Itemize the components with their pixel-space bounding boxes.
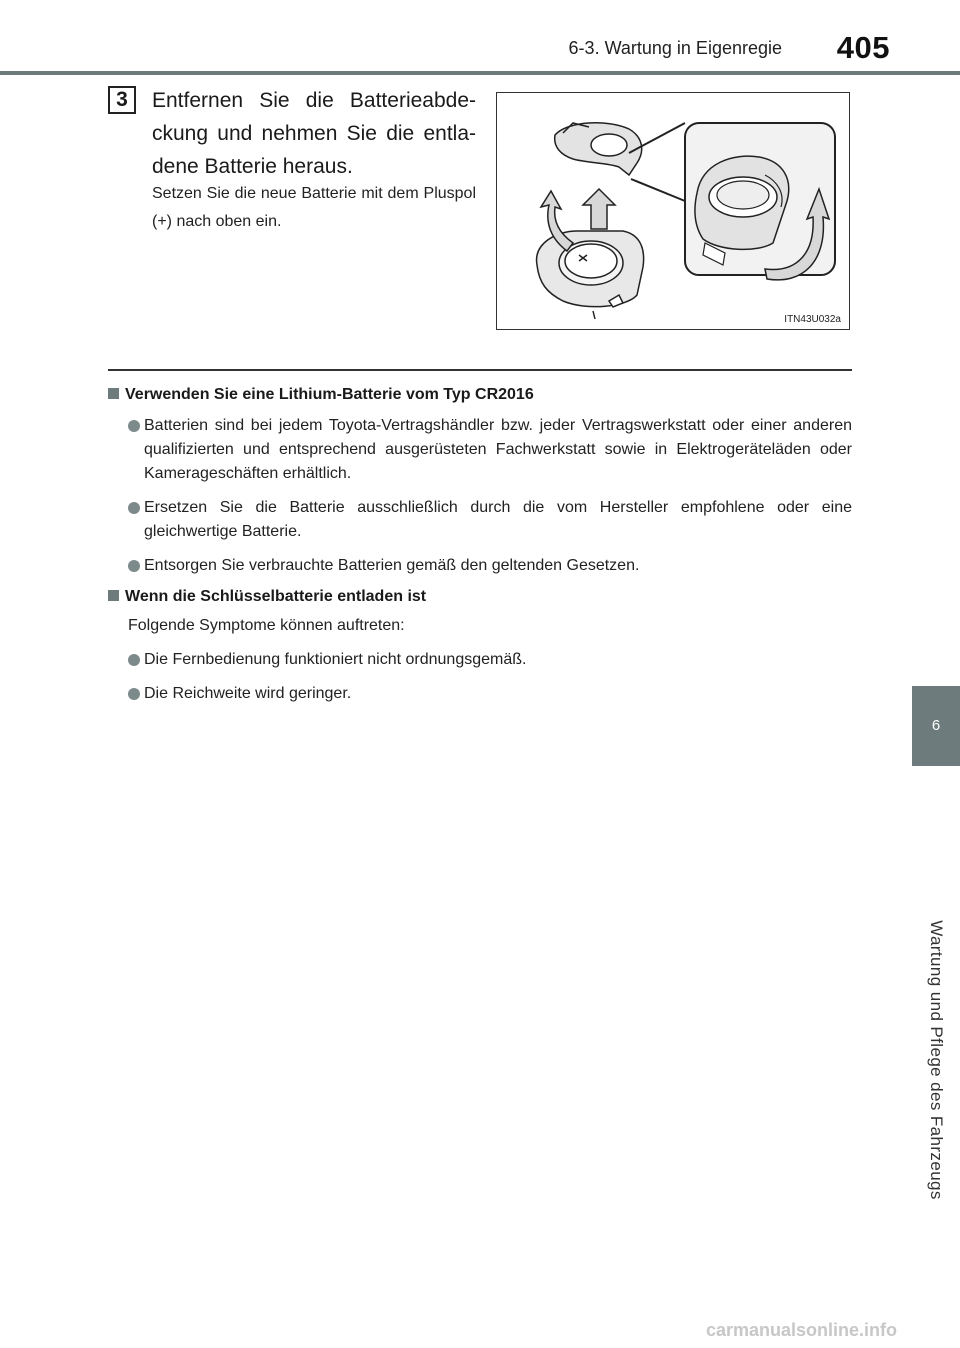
- footer-watermark[interactable]: carmanualsonline.info: [706, 1320, 898, 1340]
- list-item: Ersetzen Sie die Batterie ausschließlich durch die vom Hersteller empfohlene oder eine gleichwertige Batterie.: [108, 496, 852, 544]
- section-intro: Folgende Symptome können auftreten:: [128, 617, 405, 634]
- step-heading: Entfernen Sie die Batterieabde-ckung und nehmen Sie die entla-dene Batterie heraus.: [152, 89, 476, 178]
- section-rule: [108, 369, 852, 371]
- battery-cover: [555, 123, 642, 175]
- section-battery-empty: [108, 586, 852, 706]
- header-section-title: 6-3. Wartung in Eigenregie: [568, 38, 782, 58]
- key-housing: [537, 231, 644, 319]
- circle-bullet-icon: [128, 688, 140, 700]
- section-battery-type: [108, 384, 852, 578]
- illustration-code: ITN43U032a: [784, 314, 841, 325]
- list-item: Batterien sind bei jedem Toyota-Vertragshändler bzw. jeder Vertragswerkstatt oder einer anderen qualifizierten und entsprechend ausgerüsteten Fachwerkstatt sowie in Elektrogeräteläden oder Kamerageschäften erhältlich.: [108, 414, 852, 486]
- step-note: Setzen Sie die neue Batterie mit dem Pluspol (+) nach oben ein.: [152, 185, 476, 230]
- chapter-tab: 6: [912, 686, 960, 766]
- header-rule: [0, 71, 960, 75]
- square-bullet-icon: [108, 388, 119, 399]
- list-item: Die Fernbedienung funktioniert nicht ordnungsgemäß.: [108, 648, 852, 672]
- battery-replacement-illustration: [496, 92, 850, 330]
- list-item: Entsorgen Sie verbrauchte Batterien gemäß den geltenden Gesetzen.: [108, 554, 852, 578]
- circle-bullet-icon: [128, 502, 140, 514]
- chapter-title: Wartung und Pflege des Fahrzeugs: [927, 920, 946, 1200]
- page-number: 405: [836, 30, 890, 65]
- step-number-badge: 3: [108, 86, 136, 114]
- list-item: Die Reichweite wird geringer.: [108, 682, 852, 706]
- section-title: Wenn die Schlüsselbatterie entladen ist: [108, 586, 852, 608]
- section-title: Verwenden Sie eine Lithium-Batterie vom Typ CR2016: [108, 384, 852, 406]
- square-bullet-icon: [108, 590, 119, 601]
- chapter-side-label: [926, 920, 946, 1200]
- up-arrow-icon: [583, 189, 615, 229]
- circle-bullet-icon: [128, 420, 140, 432]
- circle-bullet-icon: [128, 654, 140, 666]
- key-battery-drawing: [497, 93, 848, 328]
- circle-bullet-icon: [128, 560, 140, 572]
